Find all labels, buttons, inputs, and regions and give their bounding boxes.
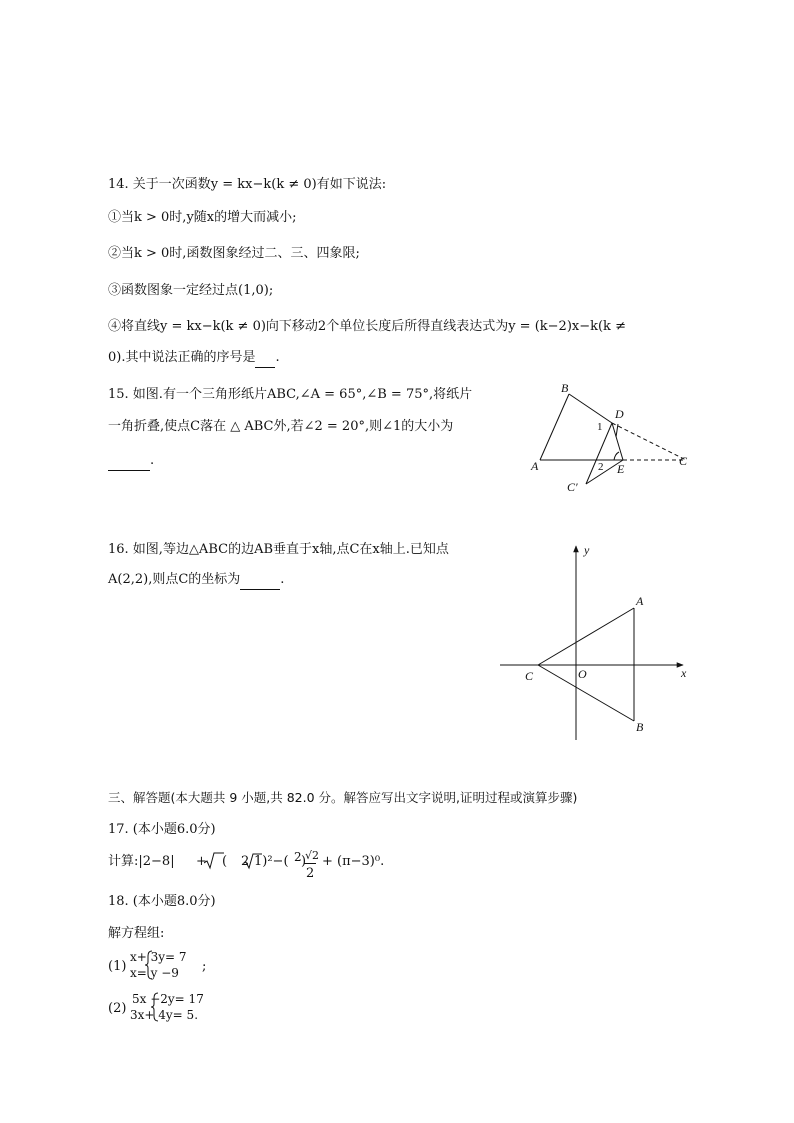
q18-system-2-label: (2)	[108, 1001, 127, 1016]
q15-label-a: A	[531, 459, 539, 473]
q18-system-1-end: ;	[202, 959, 207, 974]
q14-stem: 14. 关于一次函数y = kx−k(k ≠ 0)有如下说法:	[108, 177, 387, 192]
section-3-heading: 三、解答题(本大题共 9 小题,共 82.0 分。解答应写出文字说明,证明过程或演算步骤)	[108, 790, 578, 805]
brace-icon	[150, 992, 160, 1022]
q14-period: .	[275, 350, 280, 365]
q16-label-origin: O	[578, 667, 587, 681]
q16-segment-ca	[538, 608, 634, 665]
q16-period: .	[280, 572, 285, 587]
q17-title: 17. (本小题6.0分)	[108, 822, 216, 837]
q18-system-2	[108, 988, 308, 1022]
q14-statement-1: ①当k > 0时,y随x的增大而减小;	[108, 210, 297, 225]
q18-title: 18. (本小题8.0分)	[108, 894, 216, 909]
q18-system-1	[108, 946, 308, 980]
q16-answer-blank[interactable]	[240, 571, 280, 590]
q17-prefix: 计算:|2−8|	[108, 854, 175, 869]
q17-root-index: 2	[241, 854, 250, 869]
q15-label-c-prime: C′	[567, 480, 578, 494]
q17-close-paren: )	[301, 854, 307, 869]
q18-system-1-eq-top: x+ 3y= 7	[130, 950, 187, 964]
cube-root-icon	[204, 853, 224, 868]
q16-coordinate-figure	[495, 540, 695, 745]
q15-answer-blank[interactable]	[108, 452, 150, 471]
q14-statement-3: ③函数图象一定经过点(1,0);	[108, 283, 274, 298]
q15-label-angle-1: 1	[597, 421, 603, 433]
q14-statement-4-end: 0).其中说法正确的序号是	[108, 350, 256, 365]
q18-system-2-eq-bottom: 3x+ 4y= 5.	[130, 1008, 199, 1022]
q15-segment-bd	[569, 394, 612, 423]
q15-answer-line	[108, 452, 154, 471]
q17-denominator-2: 2	[306, 866, 315, 881]
q15-label-angle-2: 2	[598, 461, 604, 473]
q18-intro: 解方程组:	[108, 926, 165, 941]
q15-line-1: 15. 如图.有一个三角形纸片ABC,∠A = 65°,∠B = 75°,将纸片	[108, 387, 473, 402]
q17-term: 1)²−(	[254, 854, 289, 869]
q18-system-1-label: (1)	[108, 959, 127, 974]
q16-line-2	[108, 571, 284, 590]
q16-label-y: y	[584, 543, 590, 557]
q18-system-2-eq-top: 5x −2y= 17	[132, 992, 204, 1006]
q17-fraction-bar	[304, 863, 316, 864]
q17-open-paren: (	[222, 854, 228, 869]
q15-label-e: E	[617, 462, 625, 476]
q16-label-c: C	[525, 669, 534, 683]
q15-label-c: C	[679, 454, 688, 468]
q17-tail: + (π−3)⁰.	[322, 854, 385, 869]
q14-statement-2: ②当k > 0时,函数图象经过二、三、四象限;	[108, 246, 360, 261]
q16-text: A(2,2),则点C的坐标为	[108, 572, 241, 587]
q17-sqrt2: √2	[305, 849, 320, 862]
q15-folded-triangle-figure	[528, 380, 698, 495]
q14-statement-4: ④将直线y = kx−k(k ≠ 0)向下移动2个单位长度后所得直线表达式为y = (k−2)x−k(k ≠	[108, 319, 626, 334]
q15-period: .	[150, 453, 155, 468]
q17-expression	[108, 849, 528, 887]
q16-label-b: B	[636, 720, 644, 734]
q15-line-2: 一角折叠,使点C落在 △ ABC外,若∠2 = 20°,则∠1的大小为	[108, 419, 454, 434]
q15-angle-mark-2	[614, 452, 619, 460]
q16-line-1: 16. 如图,等边△ABC的边AB垂直于x轴,点C在x轴上.已知点	[108, 542, 449, 557]
q17-numerator-2: 2	[294, 850, 302, 864]
q16-label-x: x	[681, 666, 687, 680]
q15-label-d: D	[615, 407, 624, 421]
brace-icon	[144, 950, 154, 980]
q16-label-a: A	[636, 594, 644, 608]
q15-angle-mark-1	[616, 424, 618, 437]
q14-answer-line	[108, 349, 280, 368]
q15-dashed-dc	[612, 423, 686, 460]
q15-label-b: B	[561, 381, 569, 395]
q17-plus: +	[196, 854, 207, 869]
q14-answer-blank[interactable]	[255, 349, 275, 368]
q15-segment-ab	[540, 394, 569, 460]
q18-system-1-eq-bottom: x= y −9	[130, 966, 179, 980]
